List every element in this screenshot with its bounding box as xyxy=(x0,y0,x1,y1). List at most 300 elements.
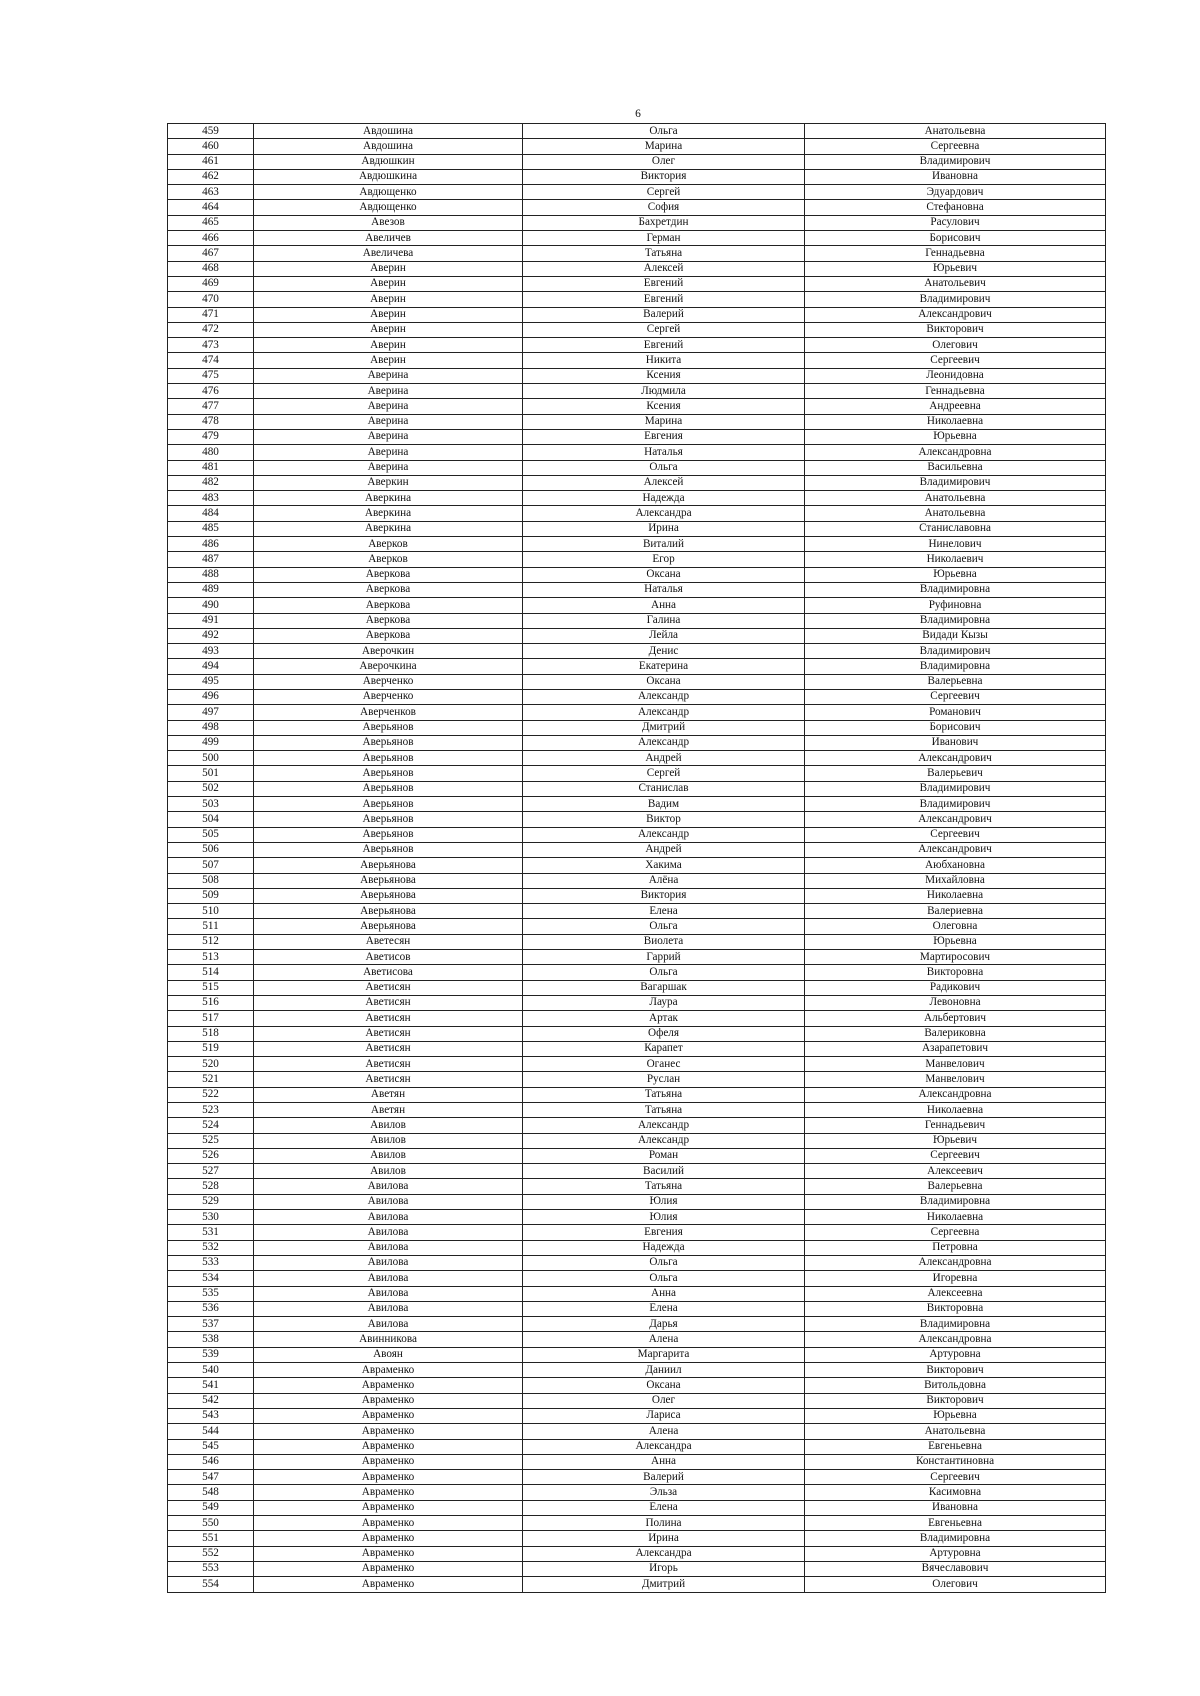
patronymic-cell: Александрович xyxy=(805,751,1106,766)
patronymic-cell: Николаевич xyxy=(805,552,1106,567)
row-number-cell: 526 xyxy=(168,1148,254,1163)
row-number-cell: 468 xyxy=(168,261,254,276)
patronymic-cell: Расулович xyxy=(805,215,1106,230)
table-row xyxy=(168,1194,1106,1209)
first-name-cell: Анна xyxy=(523,598,805,613)
surname-cell: Авраменко xyxy=(254,1561,523,1576)
patronymic-cell: Витольдовна xyxy=(805,1378,1106,1393)
row-number-cell: 510 xyxy=(168,904,254,919)
surname-cell: Авраменко xyxy=(254,1408,523,1423)
table-row xyxy=(168,735,1106,750)
patronymic-cell: Стефановна xyxy=(805,200,1106,215)
row-number-cell: 508 xyxy=(168,873,254,888)
row-number-cell: 540 xyxy=(168,1363,254,1378)
first-name-cell: Ирина xyxy=(523,1531,805,1546)
table-row xyxy=(168,674,1106,689)
surname-cell: Аверина xyxy=(254,414,523,429)
surname-cell: Аверченко xyxy=(254,674,523,689)
first-name-cell: Евгений xyxy=(523,338,805,353)
surname-cell: Авилова xyxy=(254,1240,523,1255)
patronymic-cell: Евгеньевна xyxy=(805,1516,1106,1531)
surname-cell: Аверьянова xyxy=(254,888,523,903)
patronymic-cell: Владимировна xyxy=(805,582,1106,597)
first-name-cell: Александр xyxy=(523,1133,805,1148)
surname-cell: Аверьянов xyxy=(254,735,523,750)
surname-cell: Аветисян xyxy=(254,1011,523,1026)
table-row xyxy=(168,1393,1106,1408)
patronymic-cell: Иванович xyxy=(805,735,1106,750)
row-number-cell: 490 xyxy=(168,598,254,613)
row-number-cell: 525 xyxy=(168,1133,254,1148)
row-number-cell: 520 xyxy=(168,1057,254,1072)
row-number-cell: 507 xyxy=(168,858,254,873)
patronymic-cell: Александрович xyxy=(805,812,1106,827)
row-number-cell: 500 xyxy=(168,751,254,766)
row-number-cell: 479 xyxy=(168,429,254,444)
row-number-cell: 504 xyxy=(168,812,254,827)
table-row xyxy=(168,1026,1106,1041)
table-row xyxy=(168,1516,1106,1531)
first-name-cell: Гаррий xyxy=(523,950,805,965)
first-name-cell: Елена xyxy=(523,1500,805,1515)
surname-cell: Авраменко xyxy=(254,1470,523,1485)
surname-cell: Аверьянов xyxy=(254,812,523,827)
row-number-cell: 486 xyxy=(168,537,254,552)
surname-cell: Аверьянов xyxy=(254,766,523,781)
first-name-cell: Вагаршак xyxy=(523,980,805,995)
row-number-cell: 477 xyxy=(168,399,254,414)
row-number-cell: 515 xyxy=(168,980,254,995)
table-row xyxy=(168,200,1106,215)
patronymic-cell: Валерьевич xyxy=(805,766,1106,781)
row-number-cell: 534 xyxy=(168,1271,254,1286)
row-number-cell: 544 xyxy=(168,1424,254,1439)
patronymic-cell: Владимировна xyxy=(805,1317,1106,1332)
table-row xyxy=(168,598,1106,613)
first-name-cell: Дмитрий xyxy=(523,720,805,735)
surname-cell: Аверочкина xyxy=(254,659,523,674)
first-name-cell: Виталий xyxy=(523,537,805,552)
row-number-cell: 470 xyxy=(168,292,254,307)
row-number-cell: 501 xyxy=(168,766,254,781)
first-name-cell: Виолета xyxy=(523,934,805,949)
patronymic-cell: Александровна xyxy=(805,1087,1106,1102)
first-name-cell: Даниил xyxy=(523,1363,805,1378)
surname-cell: Авдющенко xyxy=(254,185,523,200)
surname-cell: Аверина xyxy=(254,429,523,444)
patronymic-cell: Вячеславович xyxy=(805,1561,1106,1576)
surname-cell: Аверкова xyxy=(254,598,523,613)
first-name-cell: Андрей xyxy=(523,842,805,857)
row-number-cell: 465 xyxy=(168,215,254,230)
row-number-cell: 492 xyxy=(168,628,254,643)
row-number-cell: 527 xyxy=(168,1164,254,1179)
patronymic-cell: Валерьевна xyxy=(805,674,1106,689)
patronymic-cell: Касимовна xyxy=(805,1485,1106,1500)
table-row xyxy=(168,231,1106,246)
patronymic-cell: Николаевна xyxy=(805,1103,1106,1118)
table-row xyxy=(168,950,1106,965)
table-row xyxy=(168,1561,1106,1576)
patronymic-cell: Алексеевна xyxy=(805,1286,1106,1301)
table-row xyxy=(168,185,1106,200)
first-name-cell: Лаура xyxy=(523,995,805,1010)
first-name-cell: Никита xyxy=(523,353,805,368)
first-name-cell: Алексей xyxy=(523,475,805,490)
row-number-cell: 523 xyxy=(168,1103,254,1118)
table-row xyxy=(168,506,1106,521)
row-number-cell: 546 xyxy=(168,1454,254,1469)
patronymic-cell: Видади Кызы xyxy=(805,628,1106,643)
table-row xyxy=(168,720,1106,735)
first-name-cell: Василий xyxy=(523,1164,805,1179)
surname-cell: Авраменко xyxy=(254,1393,523,1408)
table-row xyxy=(168,995,1106,1010)
first-name-cell: Александр xyxy=(523,705,805,720)
row-number-cell: 493 xyxy=(168,644,254,659)
table-row xyxy=(168,460,1106,475)
patronymic-cell: Сергеевич xyxy=(805,1470,1106,1485)
row-number-cell: 503 xyxy=(168,797,254,812)
table-row xyxy=(168,276,1106,291)
row-number-cell: 469 xyxy=(168,276,254,291)
patronymic-cell: Владимирович xyxy=(805,475,1106,490)
first-name-cell: Эльза xyxy=(523,1485,805,1500)
patronymic-cell: Викторовна xyxy=(805,1301,1106,1316)
first-name-cell: Оксана xyxy=(523,567,805,582)
row-number-cell: 547 xyxy=(168,1470,254,1485)
first-name-cell: Оганес xyxy=(523,1057,805,1072)
row-number-cell: 524 xyxy=(168,1118,254,1133)
first-name-cell: Оксана xyxy=(523,674,805,689)
first-name-cell: Лариса xyxy=(523,1408,805,1423)
table-row xyxy=(168,1378,1106,1393)
surname-cell: Аверин xyxy=(254,292,523,307)
patronymic-cell: Юрьевич xyxy=(805,1133,1106,1148)
surname-cell: Авилов xyxy=(254,1133,523,1148)
first-name-cell: Евгений xyxy=(523,292,805,307)
table-row xyxy=(168,552,1106,567)
row-number-cell: 478 xyxy=(168,414,254,429)
first-name-cell: Евгения xyxy=(523,1225,805,1240)
surname-cell: Авезов xyxy=(254,215,523,230)
surname-cell: Аветисян xyxy=(254,1057,523,1072)
first-name-cell: Денис xyxy=(523,644,805,659)
table-row xyxy=(168,1546,1106,1561)
row-number-cell: 521 xyxy=(168,1072,254,1087)
row-number-cell: 483 xyxy=(168,491,254,506)
surname-cell: Аверкина xyxy=(254,491,523,506)
patronymic-cell: Геннадьевна xyxy=(805,246,1106,261)
first-name-cell: Алексей xyxy=(523,261,805,276)
table-row xyxy=(168,582,1106,597)
row-number-cell: 533 xyxy=(168,1255,254,1270)
patronymic-cell: Александровна xyxy=(805,1332,1106,1347)
first-name-cell: Станислав xyxy=(523,781,805,796)
row-number-cell: 473 xyxy=(168,338,254,353)
first-name-cell: Александр xyxy=(523,689,805,704)
patronymic-cell: Сергеевич xyxy=(805,353,1106,368)
first-name-cell: Ольга xyxy=(523,460,805,475)
row-number-cell: 536 xyxy=(168,1301,254,1316)
table-row xyxy=(168,1577,1106,1592)
surname-cell: Аверкина xyxy=(254,506,523,521)
table-row xyxy=(168,1347,1106,1362)
patronymic-cell: Сергеевич xyxy=(805,1148,1106,1163)
patronymic-cell: Юрьевна xyxy=(805,567,1106,582)
patronymic-cell: Манвелович xyxy=(805,1057,1106,1072)
patronymic-cell: Владимировна xyxy=(805,1194,1106,1209)
surname-cell: Аверьянов xyxy=(254,720,523,735)
first-name-cell: Алена xyxy=(523,1424,805,1439)
first-name-cell: Полина xyxy=(523,1516,805,1531)
patronymic-cell: Владимирович xyxy=(805,644,1106,659)
row-number-cell: 461 xyxy=(168,154,254,169)
patronymic-cell: Анатольевич xyxy=(805,276,1106,291)
surname-cell: Аверкова xyxy=(254,628,523,643)
patronymic-cell: Николаевна xyxy=(805,888,1106,903)
table-row xyxy=(168,965,1106,980)
first-name-cell: Дмитрий xyxy=(523,1577,805,1592)
row-number-cell: 502 xyxy=(168,781,254,796)
first-name-cell: Игорь xyxy=(523,1561,805,1576)
row-number-cell: 480 xyxy=(168,445,254,460)
table-row xyxy=(168,384,1106,399)
patronymic-cell: Геннадьевич xyxy=(805,1118,1106,1133)
first-name-cell: Марина xyxy=(523,414,805,429)
patronymic-cell: Михайловна xyxy=(805,873,1106,888)
first-name-cell: Маргарита xyxy=(523,1347,805,1362)
surname-cell: Аверьянова xyxy=(254,873,523,888)
first-name-cell: Марина xyxy=(523,139,805,154)
table-row xyxy=(168,628,1106,643)
row-number-cell: 509 xyxy=(168,888,254,903)
row-number-cell: 482 xyxy=(168,475,254,490)
surname-cell: Авилова xyxy=(254,1286,523,1301)
table-row xyxy=(168,751,1106,766)
surname-cell: Аверочкин xyxy=(254,644,523,659)
patronymic-cell: Валериевна xyxy=(805,904,1106,919)
table-row xyxy=(168,689,1106,704)
first-name-cell: Надежда xyxy=(523,491,805,506)
first-name-cell: Ирина xyxy=(523,521,805,536)
patronymic-cell: Александрович xyxy=(805,842,1106,857)
table-row xyxy=(168,1148,1106,1163)
patronymic-cell: Романович xyxy=(805,705,1106,720)
surname-cell: Аветисян xyxy=(254,995,523,1010)
surname-cell: Авраменко xyxy=(254,1378,523,1393)
row-number-cell: 466 xyxy=(168,231,254,246)
surname-cell: Авилова xyxy=(254,1271,523,1286)
table-row xyxy=(168,1255,1106,1270)
first-name-cell: Ксения xyxy=(523,368,805,383)
patronymic-cell: Геннадьевна xyxy=(805,384,1106,399)
surname-cell: Авраменко xyxy=(254,1424,523,1439)
row-number-cell: 549 xyxy=(168,1500,254,1515)
row-number-cell: 554 xyxy=(168,1577,254,1592)
table-row xyxy=(168,1317,1106,1332)
row-number-cell: 512 xyxy=(168,934,254,949)
row-number-cell: 459 xyxy=(168,124,254,139)
first-name-cell: Евгений xyxy=(523,276,805,291)
row-number-cell: 545 xyxy=(168,1439,254,1454)
row-number-cell: 528 xyxy=(168,1179,254,1194)
table-row xyxy=(168,322,1106,337)
patronymic-cell: Александровна xyxy=(805,445,1106,460)
surname-cell: Аветисян xyxy=(254,1026,523,1041)
patronymic-cell: Сергеевич xyxy=(805,827,1106,842)
surname-cell: Аверина xyxy=(254,445,523,460)
row-number-cell: 484 xyxy=(168,506,254,521)
first-name-cell: Ольга xyxy=(523,965,805,980)
first-name-cell: Ольга xyxy=(523,1271,805,1286)
patronymic-cell: Владимирович xyxy=(805,797,1106,812)
row-number-cell: 529 xyxy=(168,1194,254,1209)
surname-cell: Аветисова xyxy=(254,965,523,980)
patronymic-cell: Константиновна xyxy=(805,1454,1106,1469)
row-number-cell: 464 xyxy=(168,200,254,215)
surname-cell: Авраменко xyxy=(254,1485,523,1500)
first-name-cell: Валерий xyxy=(523,1470,805,1485)
patronymic-cell: Станиславовна xyxy=(805,521,1106,536)
surname-cell: Авраменко xyxy=(254,1531,523,1546)
row-number-cell: 476 xyxy=(168,384,254,399)
patronymic-cell: Юрьевич xyxy=(805,261,1106,276)
table-row xyxy=(168,1271,1106,1286)
row-number-cell: 498 xyxy=(168,720,254,735)
surname-cell: Авеличева xyxy=(254,246,523,261)
first-name-cell: Алёна xyxy=(523,873,805,888)
row-number-cell: 513 xyxy=(168,950,254,965)
table-row xyxy=(168,429,1106,444)
row-number-cell: 541 xyxy=(168,1378,254,1393)
patronymic-cell: Аюбхановна xyxy=(805,858,1106,873)
first-name-cell: Елена xyxy=(523,1301,805,1316)
table-row xyxy=(168,1363,1106,1378)
table-row xyxy=(168,781,1106,796)
surname-cell: Авдюшкин xyxy=(254,154,523,169)
first-name-cell: София xyxy=(523,200,805,215)
row-number-cell: 506 xyxy=(168,842,254,857)
row-number-cell: 553 xyxy=(168,1561,254,1576)
first-name-cell: Александр xyxy=(523,827,805,842)
first-name-cell: Егор xyxy=(523,552,805,567)
first-name-cell: Ольга xyxy=(523,124,805,139)
first-name-cell: Офеля xyxy=(523,1026,805,1041)
patronymic-cell: Сергеевна xyxy=(805,1225,1106,1240)
patronymic-cell: Владимировна xyxy=(805,1531,1106,1546)
first-name-cell: Сергей xyxy=(523,322,805,337)
surname-cell: Авраменко xyxy=(254,1577,523,1592)
patronymic-cell: Игоревна xyxy=(805,1271,1106,1286)
surname-cell: Аверков xyxy=(254,552,523,567)
patronymic-cell: Эдуардович xyxy=(805,185,1106,200)
patronymic-cell: Левоновна xyxy=(805,995,1106,1010)
first-name-cell: Ольга xyxy=(523,919,805,934)
first-name-cell: Виктор xyxy=(523,812,805,827)
table-row xyxy=(168,888,1106,903)
row-number-cell: 516 xyxy=(168,995,254,1010)
row-number-cell: 472 xyxy=(168,322,254,337)
first-name-cell: Виктория xyxy=(523,888,805,903)
patronymic-cell: Радикович xyxy=(805,980,1106,995)
first-name-cell: Бахретдин xyxy=(523,215,805,230)
first-name-cell: Анна xyxy=(523,1454,805,1469)
surname-cell: Аветян xyxy=(254,1087,523,1102)
patronymic-cell: Леонидовна xyxy=(805,368,1106,383)
row-number-cell: 497 xyxy=(168,705,254,720)
first-name-cell: Олег xyxy=(523,154,805,169)
table-row xyxy=(168,567,1106,582)
patronymic-cell: Васильевна xyxy=(805,460,1106,475)
table-row xyxy=(168,307,1106,322)
surname-cell: Авраменко xyxy=(254,1439,523,1454)
patronymic-cell: Альбертович xyxy=(805,1011,1106,1026)
table-row xyxy=(168,414,1106,429)
row-number-cell: 496 xyxy=(168,689,254,704)
patronymic-cell: Руфиновна xyxy=(805,598,1106,613)
row-number-cell: 548 xyxy=(168,1485,254,1500)
patronymic-cell: Викторовна xyxy=(805,965,1106,980)
surname-cell: Авилова xyxy=(254,1255,523,1270)
surname-cell: Аверьянова xyxy=(254,904,523,919)
table-row xyxy=(168,904,1106,919)
table-row xyxy=(168,1332,1106,1347)
table-row xyxy=(168,338,1106,353)
table-row xyxy=(168,261,1106,276)
patronymic-cell: Николаевна xyxy=(805,414,1106,429)
table-row xyxy=(168,246,1106,261)
first-name-cell: Оксана xyxy=(523,1378,805,1393)
row-number-cell: 518 xyxy=(168,1026,254,1041)
patronymic-cell: Борисович xyxy=(805,231,1106,246)
table-row xyxy=(168,842,1106,857)
first-name-cell: Юлия xyxy=(523,1210,805,1225)
table-row xyxy=(168,1210,1106,1225)
row-number-cell: 517 xyxy=(168,1011,254,1026)
surname-cell: Авинникова xyxy=(254,1332,523,1347)
row-number-cell: 530 xyxy=(168,1210,254,1225)
surname-cell: Аветисян xyxy=(254,1041,523,1056)
first-name-cell: Карапет xyxy=(523,1041,805,1056)
patronymic-cell: Анатольевна xyxy=(805,1424,1106,1439)
table-row xyxy=(168,1041,1106,1056)
surname-cell: Аверкова xyxy=(254,582,523,597)
first-name-cell: Надежда xyxy=(523,1240,805,1255)
surname-cell: Аверин xyxy=(254,276,523,291)
patronymic-cell: Евгеньевна xyxy=(805,1439,1106,1454)
table-row xyxy=(168,1286,1106,1301)
table-row xyxy=(168,1164,1106,1179)
surname-cell: Аверкин xyxy=(254,475,523,490)
table-row xyxy=(168,934,1106,949)
first-name-cell: Вадим xyxy=(523,797,805,812)
table-row xyxy=(168,169,1106,184)
surname-cell: Авраменко xyxy=(254,1454,523,1469)
first-name-cell: Людмила xyxy=(523,384,805,399)
surname-cell: Аверин xyxy=(254,338,523,353)
patronymic-cell: Ивановна xyxy=(805,1500,1106,1515)
first-name-cell: Сергей xyxy=(523,766,805,781)
first-name-cell: Татьяна xyxy=(523,246,805,261)
surname-cell: Аверин xyxy=(254,307,523,322)
row-number-cell: 539 xyxy=(168,1347,254,1362)
surname-cell: Аверкова xyxy=(254,613,523,628)
first-name-cell: Александра xyxy=(523,1439,805,1454)
first-name-cell: Ксения xyxy=(523,399,805,414)
first-name-cell: Александра xyxy=(523,506,805,521)
first-name-cell: Хакима xyxy=(523,858,805,873)
